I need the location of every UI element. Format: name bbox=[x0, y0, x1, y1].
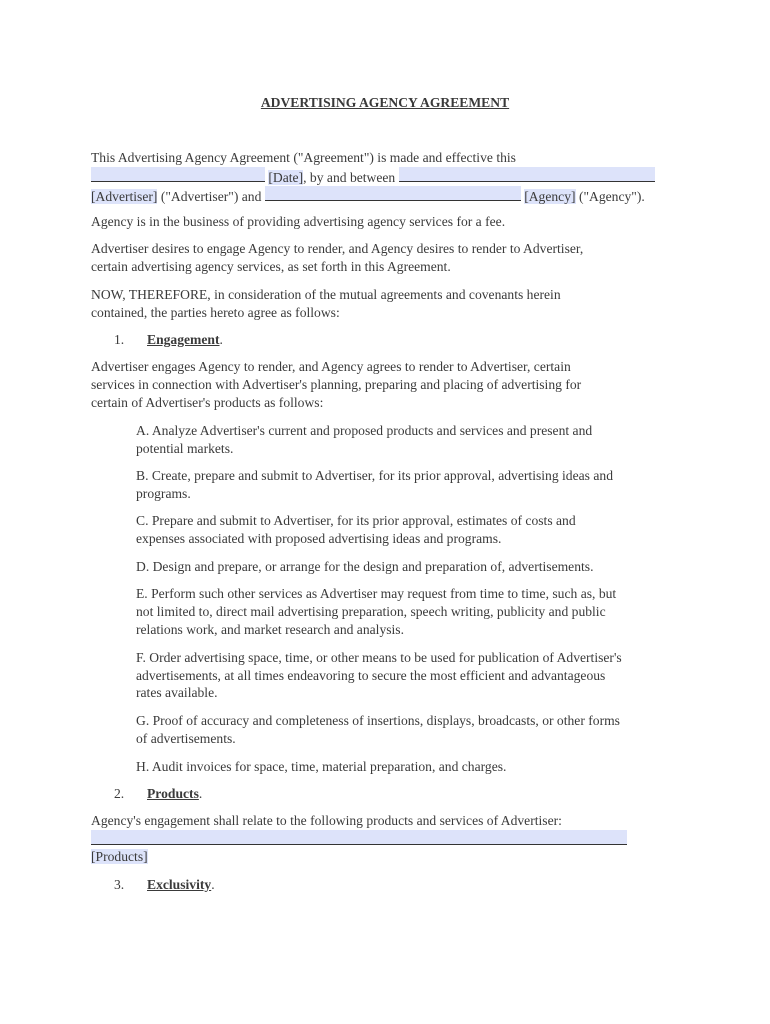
item-f-line-2: advertisements, at all times endeavoring to secure the most efficient and advantageous bbox=[136, 668, 606, 683]
section-2-number: 2. bbox=[114, 786, 125, 801]
products-field-line bbox=[91, 848, 691, 866]
item-d-line-1: D. Design and prepare, or arrange for the design and preparation of, advertisements. bbox=[136, 559, 594, 574]
item-f-line-1: F. Order advertising space, time, or other means to be used for publication of Advertiser's bbox=[136, 650, 622, 665]
date-blank-field[interactable] bbox=[91, 167, 265, 182]
section-1-line-3: certain of Advertiser's products as follows: bbox=[91, 395, 324, 410]
agency-blank-field[interactable] bbox=[265, 186, 521, 201]
document-title: ADVERTISING AGENCY AGREEMENT bbox=[260, 95, 510, 110]
item-c-line-2: expenses associated with proposed advertising ideas and programs. bbox=[136, 531, 502, 546]
date-field[interactable]: [Date] bbox=[268, 170, 304, 185]
paragraph-agency: Agency is in the business of providing advertising agency services for a fee. bbox=[91, 214, 506, 229]
section-1-number: 1. bbox=[114, 332, 125, 347]
section-2-line-1: Agency's engagement shall relate to the following products and services of Advertiser: bbox=[91, 813, 562, 828]
by-and-between-text: , by and between bbox=[303, 170, 396, 185]
section-1-line-1: Advertiser engages Agency to render, and Agency agrees to render to Advertiser, certain bbox=[91, 359, 571, 374]
section-1-line-2: services in connection with Advertiser's planning, preparing and placing of advertising for bbox=[91, 377, 582, 392]
item-c-line-1: C. Prepare and submit to Advertiser, for its prior approval, estimates of costs and bbox=[136, 513, 576, 528]
paragraph-advertiser-line-1: Advertiser desires to engage Agency to render, and Agency desires to render to Advertiser, bbox=[91, 241, 584, 256]
item-h-line-1: H. Audit invoices for space, time, material preparation, and charges. bbox=[136, 759, 507, 774]
paragraph-now-line-2: contained, the parties hereto agree as follows: bbox=[91, 305, 340, 320]
intro-line-3 bbox=[91, 186, 691, 206]
item-g-line-1: G. Proof of accuracy and completeness of insertions, displays, broadcasts, or other forms bbox=[136, 713, 620, 728]
products-blank-field[interactable] bbox=[91, 830, 627, 845]
section-3-number: 3. bbox=[114, 877, 125, 892]
advertiser-field[interactable]: [Advertiser] bbox=[91, 189, 158, 204]
item-g-line-2: of advertisements. bbox=[136, 731, 236, 746]
products-blank-field-wrap bbox=[91, 830, 691, 850]
item-a-line-2: potential markets. bbox=[136, 441, 234, 456]
section-1-heading: Engagement. bbox=[147, 332, 223, 347]
advertiser-definition: ("Advertiser") and bbox=[157, 189, 265, 204]
paragraph-advertiser-line-2: certain advertising agency services, as set forth in this Agreement. bbox=[91, 259, 451, 274]
section-2-heading-text: Products bbox=[147, 786, 199, 801]
item-e-line-1: E. Perform such other services as Advertiser may request from time to time, such as, but bbox=[136, 586, 617, 601]
item-b-line-2: programs. bbox=[136, 486, 191, 501]
intro-line-1: This Advertising Agency Agreement ("Agreement") is made and effective this bbox=[91, 150, 516, 165]
paragraph-now-line-1: NOW, THEREFORE, in consideration of the mutual agreements and covenants herein bbox=[91, 287, 561, 302]
agency-field[interactable]: [Agency] bbox=[524, 189, 576, 204]
item-e-line-3: relations work, and market research and analysis. bbox=[136, 622, 404, 637]
section-1-heading-text: Engagement bbox=[147, 332, 220, 347]
section-3-heading-text: Exclusivity bbox=[147, 877, 212, 892]
agency-definition: ("Agency"). bbox=[575, 189, 645, 204]
item-f-line-3: rates available. bbox=[136, 685, 218, 700]
intro-line-2 bbox=[91, 167, 691, 187]
advertiser-blank-field[interactable] bbox=[399, 167, 655, 182]
item-b-line-1: B. Create, prepare and submit to Advertiser, for its prior approval, advertising ideas and bbox=[136, 468, 613, 483]
item-a-line-1: A. Analyze Advertiser's current and proposed products and services and present and bbox=[136, 423, 593, 438]
section-3-heading: Exclusivity. bbox=[147, 877, 215, 892]
products-field[interactable]: [Products] bbox=[91, 849, 148, 864]
section-2-heading: Products. bbox=[147, 786, 203, 801]
item-e-line-2: not limited to, direct mail advertising preparation, speech writing, publicity and public bbox=[136, 604, 606, 619]
